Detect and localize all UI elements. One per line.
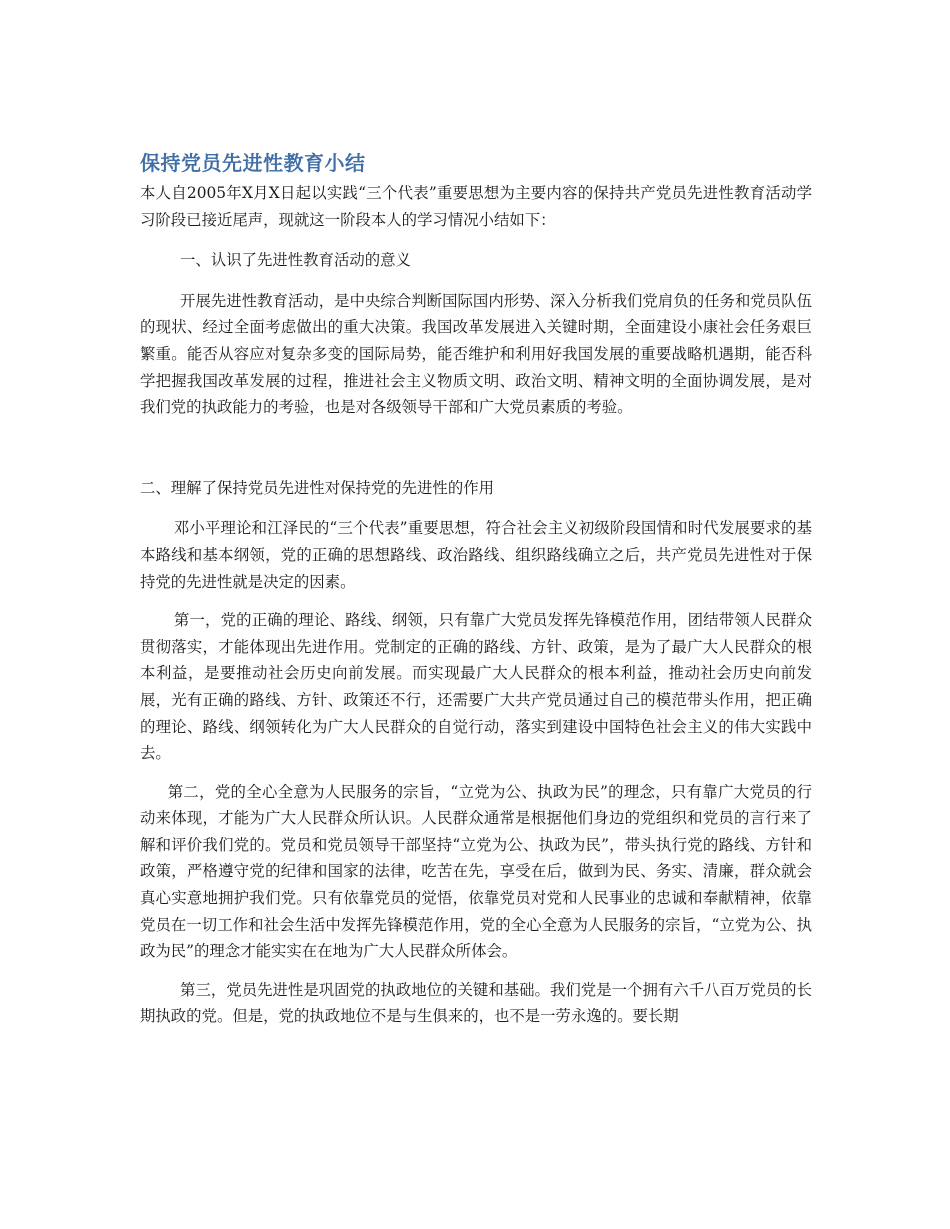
section2-paragraph-1: 邓小平理论和江泽民的“三个代表”重要思想，符合社会主义初级阶段国情和时代发展要求的基本路线和基本纲领，党的正确的思想路线、政治路线、组织路线确立之后，共产党员先进性对于保持党的先进性就是决定的因素。 (140, 519, 812, 591)
section1-heading: 一、认识了先进性教育活动的意义 (180, 251, 411, 270)
section2-paragraph-2: 第一，党的正确的理论、路线、纲领，只有靠广大党员发挥先锋模范作用，团结带领人民群众贯彻落实，才能体现出先进作用。党制定的正确的路线、方针、政策，是为了最广大人民群众的根本利益，是要推动社会历史向前发展。而实现最广大人民群众的根本利益，推动社会历史向前发展，光有正确的路线、方针、政策还不行，还需要广大共产党员通过自己的模范带头作用，把正确的理论、路线、纲领转化为广大人民群众的自觉行动，落实到建设中国特色社会主义的伟大实践中去。 (140, 611, 812, 763)
section2-paragraph-4: 第三，党员先进性是巩固党的执政地位的关键和基础。我们党是一个拥有六千八百万党员的长期执政的党。但是，党的执政地位不是与生俱来的，也不是一劳永逸的。要长期 (140, 980, 812, 1026)
section1-paragraph: 开展先进性教育活动，是中央综合判断国际国内形势、深入分析我们党肩负的任务和党员队伍的现状、经过全面考虑做出的重大决策。我国改革发展进入关键时期，全面建设小康社会任务艰巨繁重。能否从容应对复杂多变的国际局势，能否维护和利用好我国发展的重要战略机遇期，能否科学把握我国改革发展的过程，推进社会主义物质文明、政治文明、精神文明的全面协调发展，是对我们党的执政能力的考验，也是对各级领导干部和广大党员素质的考验。 (140, 291, 812, 417)
section2-heading: 二、理解了保持党员先进性对保持党的先进性的作用 (140, 478, 494, 497)
section2-paragraph-3: 第二，党的全心全意为人民服务的宗旨，“立党为公、执政为民”的理念，只有靠广大党员的行动来体现，才能为广大人民群众所认识。人民群众通常是根据他们身边的党组织和党员的言行来了解和评价我们党的。党员和党员领导干部坚持“立党为公、执政为民”，带头执行党的路线、方针和政策，严格遵守党的纪律和国家的法律，吃苦在先，享受在后，做到为民、务实、清廉，群众就会真心实意地拥护我们党。只有依靠党员的觉悟，依靠党员对党和人民事业的忠诚和奉献精神，依靠党员在一切工作和社会生活中发挥先锋模范作用，党的全心全意为人民服务的宗旨，“立党为公、执政为民”的理念才能实实在在地为广大人民群众所体会。 (140, 782, 812, 961)
intro-paragraph: 本人自2005年X月X日起以实践“三个代表”重要思想为主要内容的保持共产党员先进性教育活动学习阶段已接近尾声，现就这一阶段本人的学习情况小结如下： (140, 184, 812, 229)
document-title: 保持党员先进性教育小结 (140, 151, 366, 175)
section-spacer (140, 421, 812, 475)
document-page (140, 148, 812, 1030)
